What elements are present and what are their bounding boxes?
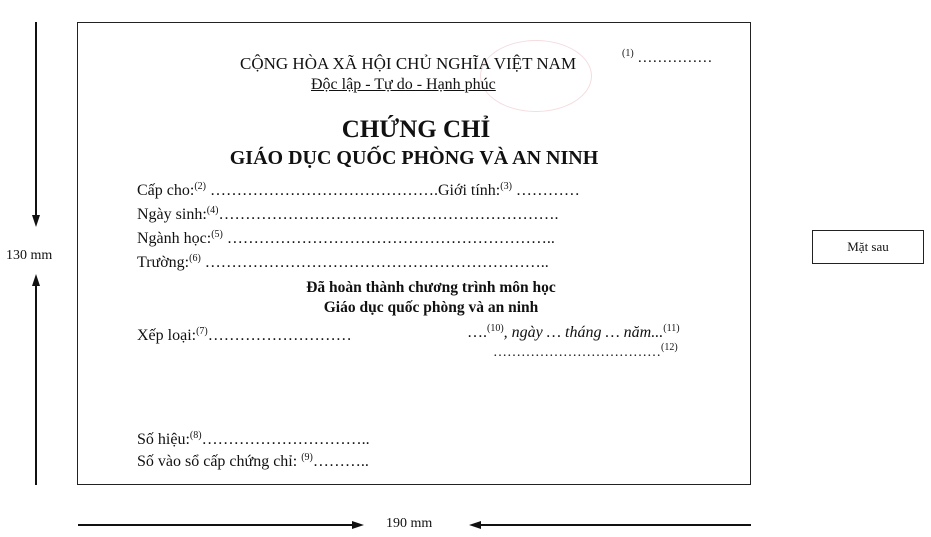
height-arrow-down <box>32 215 40 227</box>
serial-row <box>137 431 370 449</box>
school-dots: ……………………………………………………….. <box>200 254 549 271</box>
note-10: (10) <box>487 323 504 334</box>
major-label: Ngành học: <box>137 230 212 247</box>
motto: Độc lập - Tự do - Hạnh phúc <box>311 76 496 93</box>
note-5: (5) <box>211 229 223 240</box>
grade-dots: ……………………… <box>207 327 352 344</box>
note-3: (3) <box>500 181 512 192</box>
note-8: (8) <box>189 430 202 441</box>
school-row <box>137 254 549 272</box>
dob-label: Ngày sinh: <box>137 206 207 223</box>
dob-row <box>137 206 558 224</box>
back-side-label: Mặt sau <box>847 239 889 254</box>
major-dots: …………………………………………………….. <box>222 230 555 247</box>
note-11: (11) <box>663 323 680 334</box>
date-dots: …. <box>467 324 487 341</box>
register-row <box>137 453 369 471</box>
gender-dots: ………… <box>511 182 580 199</box>
height-dimension-line-top <box>35 22 37 217</box>
nation-name: CỘNG HÒA XÃ HỘI CHỦ NGHĨA VIỆT NAM <box>240 54 577 73</box>
issued-to-dots: ……………………………………. <box>206 182 438 199</box>
width-dimension-line-right <box>480 524 751 526</box>
width-dimension-label: 190 mm <box>386 516 433 531</box>
date-text: , ngày … tháng … năm... <box>503 324 664 341</box>
faint-stamp-mark <box>480 40 592 112</box>
certificate-title: CHỨNG CHỈ <box>341 116 491 143</box>
serial-label: Số hiệu: <box>137 431 190 448</box>
certificate-subtitle: GIÁO DỤC QUỐC PHÒNG VÀ AN NINH <box>229 147 599 169</box>
signature-row <box>493 342 678 361</box>
note-4: (4) <box>206 205 219 216</box>
issued-to-label: Cấp cho: <box>137 182 195 199</box>
note-7: (7) <box>196 326 208 337</box>
signature-dots: ……………………………… <box>493 345 661 360</box>
grade-label: Xếp loại: <box>137 327 197 344</box>
dob-dots: ………………………………………………………. <box>218 206 559 223</box>
width-arrow-right <box>352 521 364 529</box>
register-dots: ……….. <box>312 453 369 470</box>
back-side-box <box>812 230 924 264</box>
note-1: (1) <box>622 48 634 59</box>
date-row <box>467 324 680 342</box>
gender-label: Giới tính: <box>438 182 501 199</box>
note-2: (2) <box>194 181 206 192</box>
height-dimension-line-bottom <box>35 285 37 485</box>
serial-dots: ………………………….. <box>201 431 370 448</box>
height-dimension-label: 130 mm <box>6 248 53 263</box>
issued-to-row <box>137 182 580 200</box>
place-dots: …………… <box>637 50 713 66</box>
completion-line-2: Giáo dục quốc phòng và an ninh <box>323 299 539 316</box>
completion-line-1: Đã hoàn thành chương trình môn học <box>306 279 556 296</box>
width-dimension-line-left <box>78 524 354 526</box>
register-label: Số vào sổ cấp chứng chỉ: <box>137 453 302 470</box>
grade-row <box>137 327 352 345</box>
school-label: Trường: <box>137 254 190 271</box>
note-9: (9) <box>301 452 313 463</box>
major-row <box>137 230 555 248</box>
note-6: (6) <box>189 253 201 264</box>
place-field <box>622 50 712 67</box>
note-12: (12) <box>661 342 678 353</box>
